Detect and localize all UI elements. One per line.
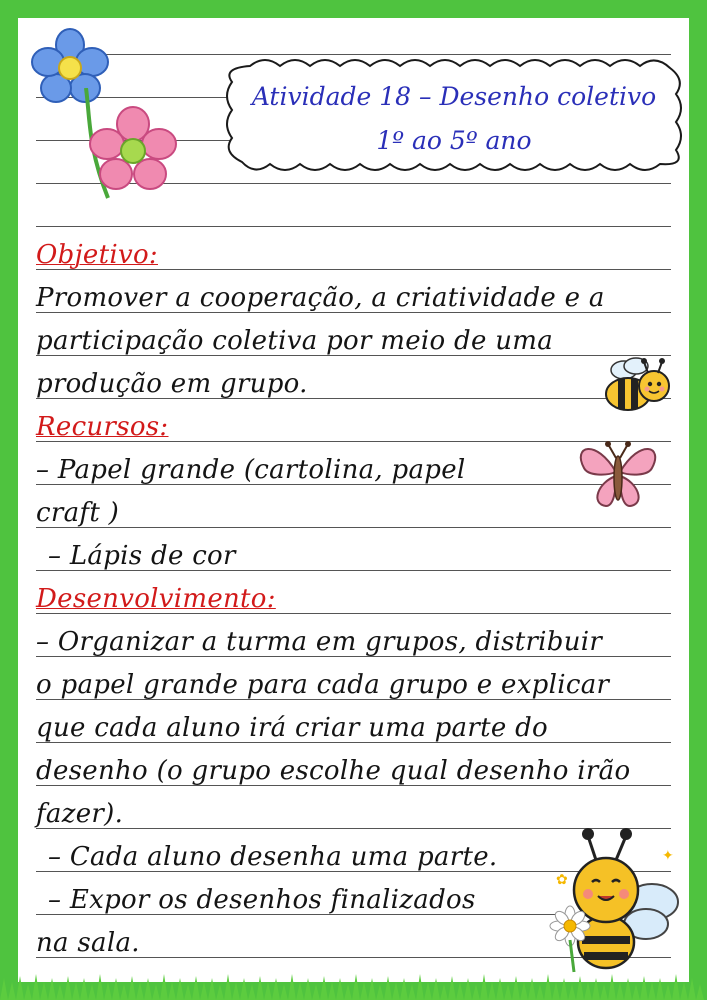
bee-icon [598, 354, 678, 424]
svg-text:✿: ✿ [556, 872, 568, 888]
objetivo-line: Promover a cooperação, a criatividade e a [36, 283, 605, 313]
worksheet-page [18, 18, 689, 982]
desenvolvimento-heading: Desenvolvimento: [36, 584, 276, 614]
grass-icon [0, 960, 707, 1000]
desenvolvimento-line: fazer). [36, 799, 124, 829]
desenvolvimento-line: na sala. [36, 928, 140, 958]
objetivo-heading: Objetivo: [36, 240, 158, 270]
desenvolvimento-line: – Expor os desenhos finalizados [48, 885, 476, 915]
ruled-line [36, 527, 671, 528]
butterfly-icon [576, 438, 660, 514]
recursos-line: craft ) [36, 498, 120, 528]
recursos-line: – Papel grande (cartolina, papel [36, 455, 466, 485]
bee-with-daisy-icon [534, 824, 684, 974]
desenvolvimento-line: desenho (o grupo escolhe qual desenho irão [36, 756, 631, 786]
page-title: Atividade 18 – Desenho coletivo [251, 82, 657, 111]
recursos-heading: Recursos: [36, 412, 169, 442]
desenvolvimento-line: – Cada aluno desenha uma parte. [48, 842, 498, 872]
objetivo-line: produção em grupo. [36, 369, 308, 399]
desenvolvimento-line: o papel grande para cada grupo e explicar [36, 670, 610, 700]
desenvolvimento-line: – Organizar a turma em grupos, distribuir [36, 627, 603, 657]
title-box [220, 54, 688, 176]
recursos-line: – Lápis de cor [48, 541, 236, 571]
objetivo-line: participação coletiva por meio de uma [36, 326, 554, 356]
page-subtitle: 1º ao 5º ano [376, 126, 532, 155]
pink-flower-icon [88, 106, 178, 196]
svg-text:✦: ✦ [662, 848, 674, 864]
desenvolvimento-line: que cada aluno irá criar uma parte do [36, 713, 548, 743]
ruled-line [36, 226, 671, 227]
